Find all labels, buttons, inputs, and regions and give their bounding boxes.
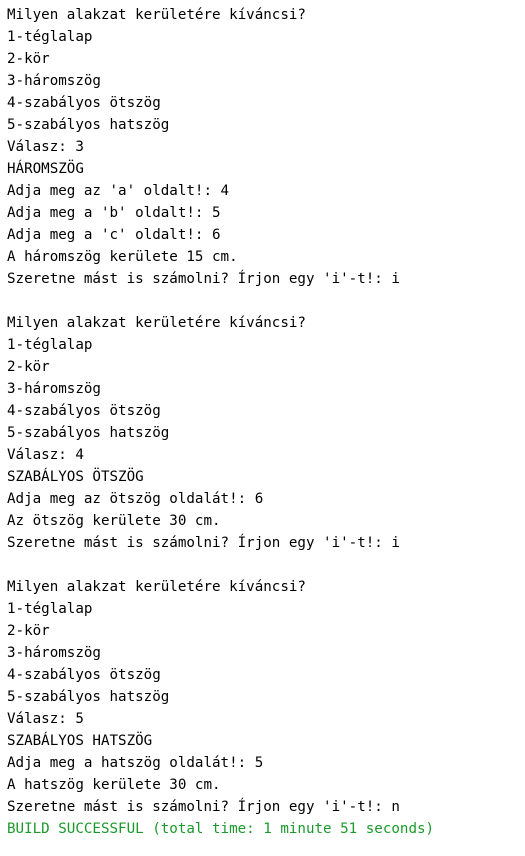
console-line: 1-téglalap xyxy=(7,601,93,617)
console-line: Milyen alakzat kerületére kíváncsi? xyxy=(7,7,306,23)
console-line: 4-szabályos ötszög xyxy=(7,667,161,683)
console-line: Az ötszög kerülete 30 cm. xyxy=(7,513,221,529)
console-line: 2-kör xyxy=(7,359,50,375)
console-line: A hatszög kerülete 30 cm. xyxy=(7,777,221,793)
console-line: 2-kör xyxy=(7,623,50,639)
console-line: 3-háromszög xyxy=(7,381,101,397)
build-status-line: BUILD SUCCESSFUL (total time: 1 minute 51 seconds) xyxy=(7,821,435,837)
blank-line xyxy=(7,290,525,312)
console-line: 3-háromszög xyxy=(7,73,101,89)
blank-line xyxy=(7,554,525,576)
console-line: SZABÁLYOS ÖTSZÖG xyxy=(7,469,144,485)
console-line: Adja meg a 'c' oldalt!: 6 xyxy=(7,227,221,243)
console-line: Adja meg a 'b' oldalt!: 5 xyxy=(7,205,221,221)
console-line: A háromszög kerülete 15 cm. xyxy=(7,249,238,265)
console-line: Válasz: 4 xyxy=(7,447,84,463)
console-line: 5-szabályos hatszög xyxy=(7,117,170,133)
console-line: 4-szabályos ötszög xyxy=(7,95,161,111)
console-line: Válasz: 5 xyxy=(7,711,84,727)
console-line: Szeretne mást is számolni? Írjon egy 'i'-t!: i xyxy=(7,535,400,551)
console-line: 5-szabályos hatszög xyxy=(7,425,170,441)
console-line: Milyen alakzat kerületére kíváncsi? xyxy=(7,579,306,595)
console-line: Válasz: 3 xyxy=(7,139,84,155)
console-line: 3-háromszög xyxy=(7,645,101,661)
console-line: 2-kör xyxy=(7,51,50,67)
console-line: 1-téglalap xyxy=(7,29,93,45)
console-line: Adja meg a hatszög oldalát!: 5 xyxy=(7,755,264,771)
console-line: Adja meg az ötszög oldalát!: 6 xyxy=(7,491,264,507)
console-line: Milyen alakzat kerületére kíváncsi? xyxy=(7,315,306,331)
console-line: Szeretne mást is számolni? Írjon egy 'i'-t!: n xyxy=(7,799,400,815)
console-line: SZABÁLYOS HATSZÖG xyxy=(7,733,153,749)
console-line: Szeretne mást is számolni? Írjon egy 'i'-t!: i xyxy=(7,271,400,287)
console-line: 4-szabályos ötszög xyxy=(7,403,161,419)
console-line: 5-szabályos hatszög xyxy=(7,689,170,705)
console-line: HÁROMSZÖG xyxy=(7,161,84,177)
console-line: Adja meg az 'a' oldalt!: 4 xyxy=(7,183,230,199)
console-line: 1-téglalap xyxy=(7,337,93,353)
